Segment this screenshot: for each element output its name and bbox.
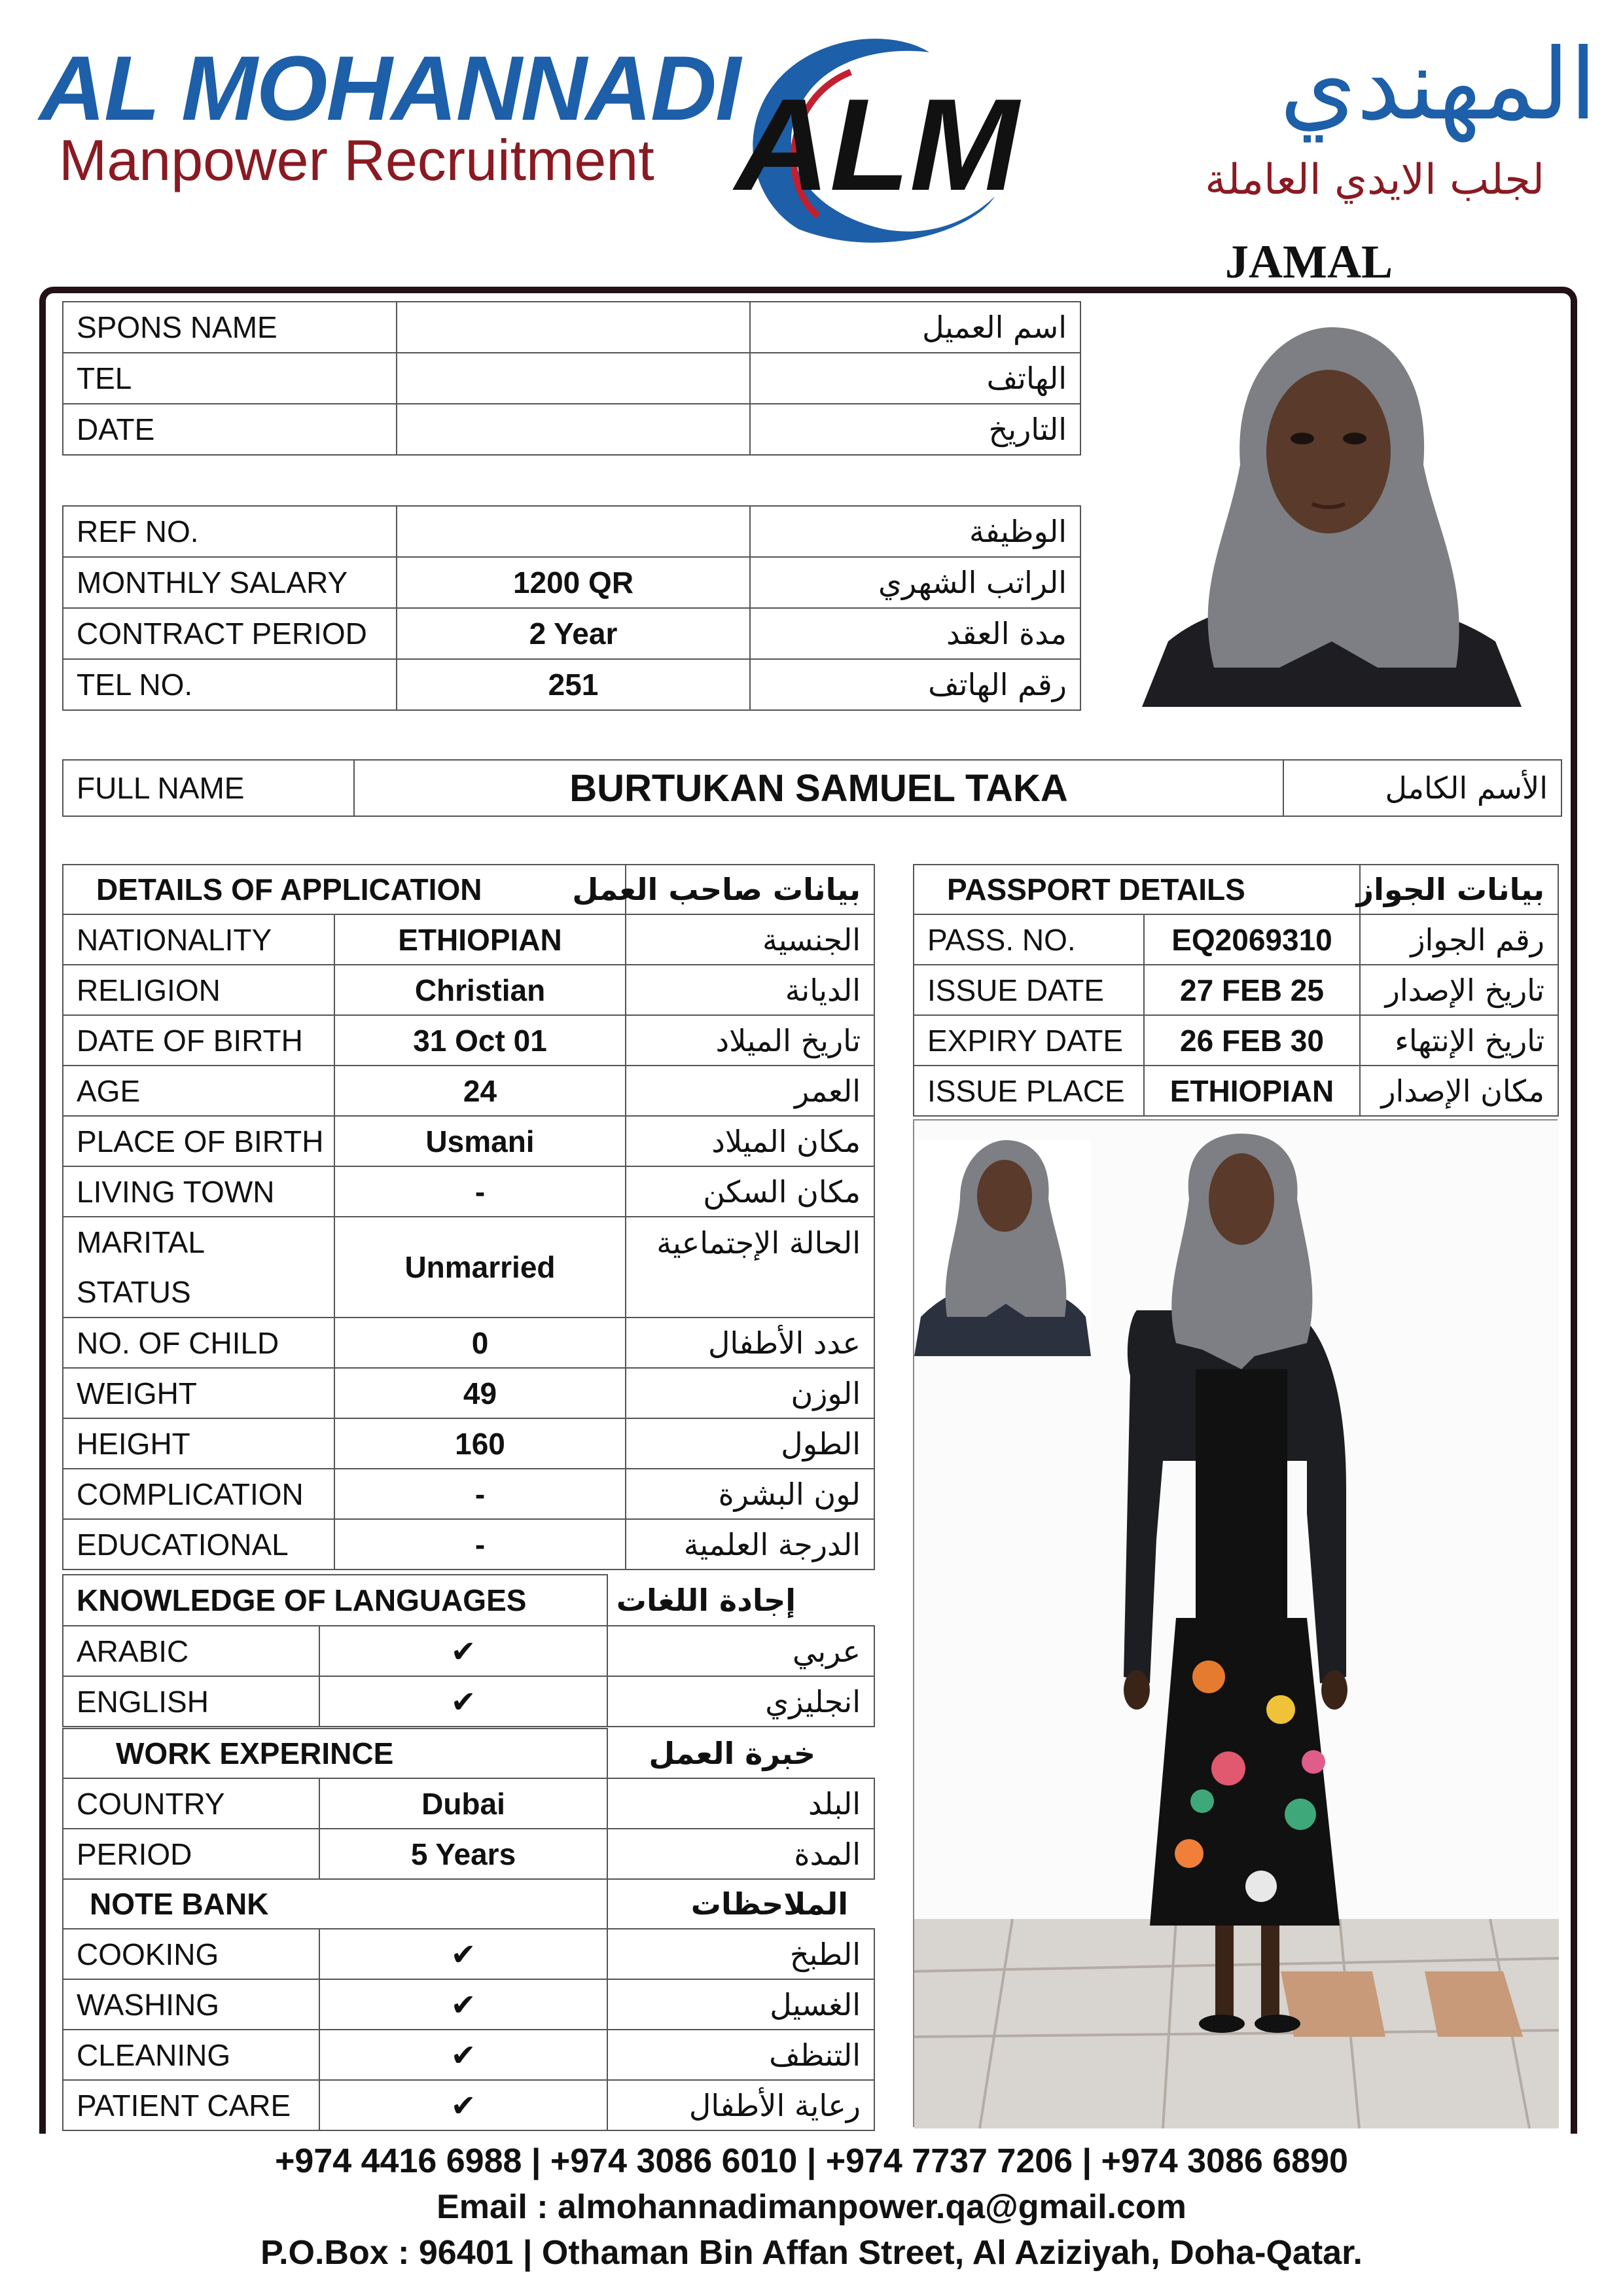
table-row	[63, 659, 1080, 710]
ref-no-label: REF NO.	[63, 506, 397, 557]
table-row	[63, 1166, 874, 1217]
nationality-label: NATIONALITY	[63, 914, 334, 965]
washing-label: WASHING	[63, 1979, 319, 2030]
height-value: 160	[334, 1418, 626, 1469]
sponsor-tel-label-ar: الهاتف	[750, 353, 1080, 404]
monthly-salary-value: 1200 QR	[397, 557, 750, 608]
table-row	[914, 865, 1558, 914]
brand-subtitle-arabic: لجلب الايدي العاملة	[1205, 156, 1544, 204]
brand-name-english: AL MOHANNADI	[39, 37, 740, 139]
table-row	[914, 965, 1558, 1015]
ref-no-label-ar: الوظيفة	[750, 506, 1080, 557]
expiry-date-value: 26 FEB 30	[1144, 1015, 1360, 1066]
table-row	[63, 2080, 874, 2130]
nationality-value: ETHIOPIAN	[334, 914, 626, 965]
complication-value: -	[334, 1469, 626, 1519]
place-of-birth-value: Usmani	[334, 1116, 626, 1166]
alm-logo-swoosh-icon	[720, 20, 1034, 255]
height-label-ar: الطول	[626, 1418, 874, 1469]
languages-title-ar: إجادة اللغات	[616, 1582, 796, 1618]
age-label-ar: العمر	[626, 1066, 874, 1116]
passport-title: PASSPORT DETAILS	[914, 865, 1360, 914]
brand-subtitle-english: Manpower Recruitment	[59, 128, 654, 192]
table-row	[63, 1778, 874, 1829]
patient-care-label: PATIENT CARE	[63, 2080, 319, 2130]
full-name-value: BURTUKAN SAMUEL TAKA	[354, 760, 1283, 816]
footer-email: Email : almohannadimanpower.qa@gmail.com	[437, 2188, 1186, 2226]
languages-table	[62, 1574, 875, 1727]
living-town-label: LIVING TOWN	[63, 1166, 334, 1217]
notes-table	[62, 1878, 875, 2131]
full-name-table	[62, 759, 1562, 817]
issue-place-label-ar: مكان الإصدار	[1360, 1066, 1558, 1116]
full-body-photo-icon	[914, 1121, 1559, 2128]
table-row	[63, 760, 1561, 816]
table-row	[63, 1318, 874, 1368]
notes-title: NOTE BANK	[63, 1879, 607, 1929]
table-row	[63, 506, 1080, 557]
english-check-icon: ✔	[319, 1676, 607, 1727]
issue-date-label: ISSUE DATE	[914, 965, 1144, 1015]
date-of-birth-label-ar: تاريخ الميلاد	[626, 1015, 874, 1066]
marital-status-value: Unmarried	[334, 1217, 626, 1318]
no-of-child-label-ar: عدد الأطفال	[626, 1318, 874, 1368]
table-row	[63, 1829, 874, 1879]
full-body-photo-panel	[913, 1119, 1558, 2127]
religion-label-ar: الديانة	[626, 965, 874, 1015]
educational-label-ar: الدرجة العلمية	[626, 1519, 874, 1570]
application-title-ar: بيانات صاحب العمل	[626, 865, 874, 914]
monthly-salary-label-ar: الراتب الشهري	[750, 557, 1080, 608]
washing-check-icon: ✔	[319, 1979, 607, 2030]
footer-phones: +974 4416 6988 | +974 3086 6010 | +974 7737 7206 | +974 3086 6890	[275, 2142, 1348, 2180]
contract-period-label: CONTRACT PERIOD	[63, 608, 397, 659]
pass-no-label: PASS. NO.	[914, 914, 1144, 965]
country-value: Dubai	[319, 1778, 607, 1829]
period-label: PERIOD	[63, 1829, 319, 1879]
table-row	[63, 1519, 874, 1570]
sponsor-date-label: DATE	[63, 404, 397, 455]
english-label: ENGLISH	[63, 1676, 319, 1727]
job-table	[62, 505, 1081, 711]
period-value: 5 Years	[319, 1829, 607, 1879]
languages-title: KNOWLEDGE OF LANGUAGES	[63, 1575, 607, 1626]
table-row	[914, 1015, 1558, 1066]
tel-no-label: TEL NO.	[63, 659, 397, 710]
sponsor-name-label: SPONS NAME	[63, 302, 397, 353]
table-row	[63, 865, 874, 914]
table-row	[63, 1418, 874, 1469]
application-title: DETAILS OF APPLICATION	[63, 865, 626, 914]
complication-label: COMPLICATION	[63, 1469, 334, 1519]
cleaning-label: CLEANING	[63, 2030, 319, 2080]
table-row	[63, 1469, 874, 1519]
english-label-ar: انجليزي	[607, 1676, 874, 1727]
washing-label-ar: الغسيل	[607, 1979, 874, 2030]
table-row	[914, 914, 1558, 965]
table-row	[63, 1217, 874, 1318]
table-row	[63, 302, 1080, 353]
sponsor-tel-value	[397, 353, 750, 404]
table-row	[63, 1575, 874, 1626]
issue-date-value: 27 FEB 25	[1144, 965, 1360, 1015]
full-name-label: FULL NAME	[63, 760, 354, 816]
ref-no-value	[397, 506, 750, 557]
experience-title-ar: خبرة العمل	[649, 1735, 816, 1771]
country-label: COUNTRY	[63, 1778, 319, 1829]
passport-table	[913, 864, 1559, 1117]
sponsor-tel-label: TEL	[63, 353, 397, 404]
alm-logo	[720, 20, 1034, 255]
cooking-check-icon: ✔	[319, 1929, 607, 1979]
table-row	[63, 1368, 874, 1418]
table-row	[63, 1676, 874, 1727]
no-of-child-value: 0	[334, 1318, 626, 1368]
marital-status-label-line1: MARITAL	[77, 1225, 205, 1259]
sponsor-date-label-ar: التاريخ	[750, 404, 1080, 455]
table-row	[63, 404, 1080, 455]
contract-period-value: 2 Year	[397, 608, 750, 659]
age-value: 24	[334, 1066, 626, 1116]
table-row	[63, 1015, 874, 1066]
weight-label: WEIGHT	[63, 1368, 334, 1418]
issue-place-label: ISSUE PLACE	[914, 1066, 1144, 1116]
portrait-photo	[1129, 301, 1528, 707]
living-town-value: -	[334, 1166, 626, 1217]
no-of-child-label: NO. OF CHILD	[63, 1318, 334, 1368]
marital-status-label-line2: STATUS	[77, 1275, 191, 1309]
application-table	[62, 864, 875, 1570]
tel-no-label-ar: رقم الهاتف	[750, 659, 1080, 710]
table-row	[63, 914, 874, 965]
table-row	[63, 1729, 874, 1778]
tel-no-value: 251	[397, 659, 750, 710]
pass-no-value: EQ2069310	[1144, 914, 1360, 965]
table-row	[63, 1116, 874, 1166]
table-row	[63, 608, 1080, 659]
cleaning-check-icon: ✔	[319, 2030, 607, 2080]
sponsor-date-value	[397, 404, 750, 455]
pass-no-label-ar: رقم الجواز	[1360, 914, 1558, 965]
arabic-label: ARABIC	[63, 1626, 319, 1676]
nationality-label-ar: الجنسية	[626, 914, 874, 965]
table-row	[63, 965, 874, 1015]
issue-place-value: ETHIOPIAN	[1144, 1066, 1360, 1116]
experience-table	[62, 1728, 875, 1880]
arabic-label-ar: عربي	[607, 1626, 874, 1676]
passport-title-ar: بيانات الجواز	[1360, 865, 1558, 914]
alm-logo-text: ALM	[735, 72, 1019, 218]
patient-care-check-icon: ✔	[319, 2080, 607, 2130]
period-label-ar: المدة	[607, 1829, 874, 1879]
footer-address: P.O.Box : 96401 | Othaman Bin Affan Street, Al Aziziyah, Doha-Qatar.	[260, 2234, 1363, 2272]
brand-name-arabic: المهندي	[1279, 28, 1597, 142]
date-of-birth-label: DATE OF BIRTH	[63, 1015, 334, 1066]
sponsor-name-value	[397, 302, 750, 353]
monthly-salary-label: MONTHLY SALARY	[63, 557, 397, 608]
portrait-photo-icon	[1129, 301, 1528, 707]
place-of-birth-label-ar: مكان الميلاد	[626, 1116, 874, 1166]
table-row	[63, 1929, 874, 1979]
cooking-label: COOKING	[63, 1929, 319, 1979]
table-row	[63, 2030, 874, 2080]
cleaning-label-ar: التنظف	[607, 2030, 874, 2080]
complication-label-ar: لون البشرة	[626, 1469, 874, 1519]
marital-status-label	[63, 1217, 334, 1318]
educational-label: EDUCATIONAL	[63, 1519, 334, 1570]
table-row	[63, 1979, 874, 2030]
arabic-check-icon: ✔	[319, 1626, 607, 1676]
table-row	[63, 353, 1080, 404]
contract-period-label-ar: مدة العقد	[750, 608, 1080, 659]
weight-label-ar: الوزن	[626, 1368, 874, 1418]
weight-value: 49	[334, 1368, 626, 1418]
table-row	[63, 557, 1080, 608]
patient-care-label-ar: رعاية الأطفال	[607, 2080, 874, 2130]
religion-value: Christian	[334, 965, 626, 1015]
issue-date-label-ar: تاريخ الإصدار	[1360, 965, 1558, 1015]
cooking-label-ar: الطبخ	[607, 1929, 874, 1979]
date-of-birth-value: 31 Oct 01	[334, 1015, 626, 1066]
height-label: HEIGHT	[63, 1418, 334, 1469]
full-name-label-ar: الأسم الكامل	[1283, 760, 1561, 816]
sponsor-name-label-ar: اسم العميل	[750, 302, 1080, 353]
country-label-ar: البلد	[607, 1778, 874, 1829]
table-row	[63, 1879, 874, 1929]
expiry-date-label: EXPIRY DATE	[914, 1015, 1144, 1066]
table-row	[914, 1066, 1558, 1116]
experience-title: WORK EXPERINCE	[63, 1729, 607, 1778]
table-row	[63, 1626, 874, 1676]
place-of-birth-label: PLACE OF BIRTH	[63, 1116, 334, 1166]
marital-status-label-ar: الحالة الإجتماعية	[626, 1217, 874, 1318]
sponsor-table	[62, 301, 1081, 456]
expiry-date-label-ar: تاريخ الإنتهاء	[1360, 1015, 1558, 1066]
educational-value: -	[334, 1519, 626, 1570]
notes-title-ar: الملاحظات	[690, 1886, 849, 1922]
living-town-label-ar: مكان السكن	[626, 1166, 874, 1217]
age-label: AGE	[63, 1066, 334, 1116]
agent-name: JAMAL	[1225, 236, 1393, 288]
table-row	[63, 1066, 874, 1116]
religion-label: RELIGION	[63, 965, 334, 1015]
